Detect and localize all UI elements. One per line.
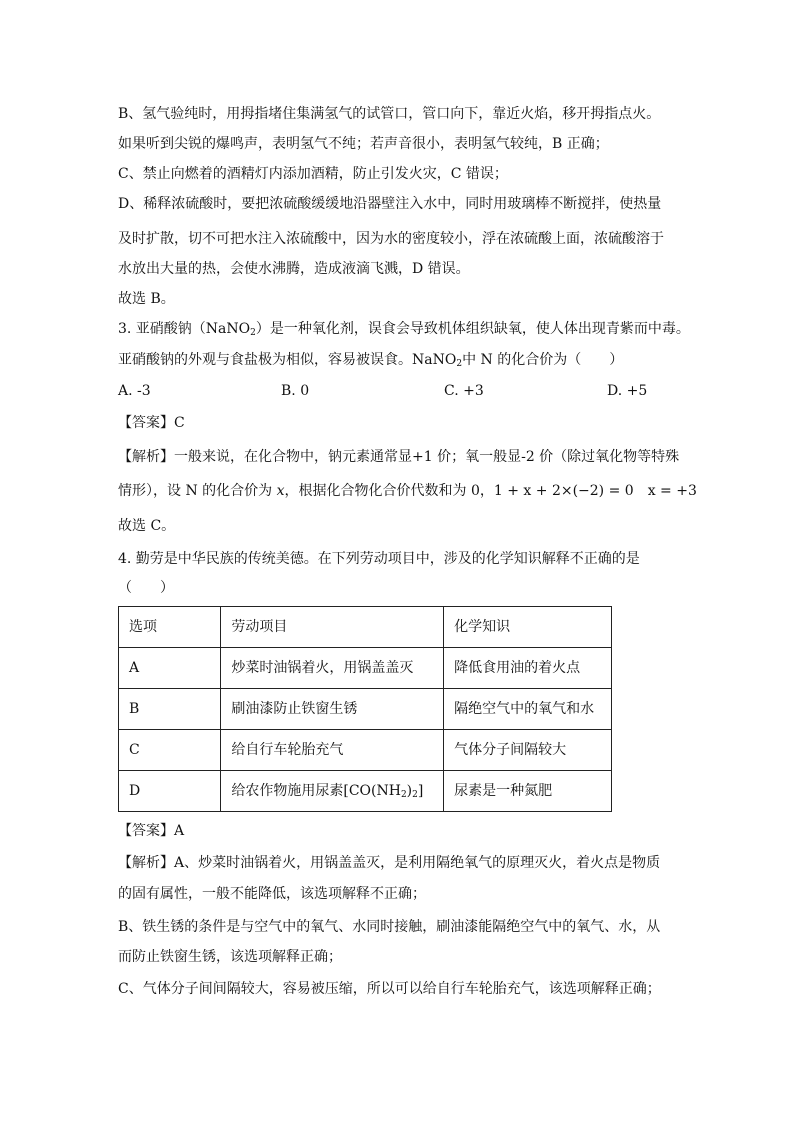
table-cell: A [119,648,221,689]
question-4-stem-line1: 4. 勤劳是中华民族的传统美德。在下列劳动项目中，涉及的化学知识解释不正确的是 [118,551,640,567]
table-cell: 气体分子间隔较大 [444,730,612,771]
question-3-analysis-line2: 情形），设 N 的化合价为 x，根据化合物化合价代数和为 0，1 + x + 2×(−2) = 0 x = +3 [118,483,697,499]
table-cell: 给自行车轮胎充气 [221,730,444,771]
question-3-answer: 【答案】C [118,415,185,431]
prev-conclusion: 故选 B。 [118,291,175,307]
table-cell: C [119,730,221,771]
question-4-analysis-c-line: C、气体分子间间隔较大，容易被压缩，所以可以给自行车轮胎充气，该选项解释正确； [118,981,661,997]
question-3-option-c: C. +3 [444,383,484,399]
question-3-analysis-line1: 【解析】一般来说，在化合物中，钠元素通常显+1 价；氧一般显-2 价（除过氧化物等特殊 [118,449,680,465]
table-cell: 降低食用油的着火点 [444,648,612,689]
question-4-analysis-b-line1: B、铁生锈的条件是与空气中的氧气、水同时接触，刷油漆能隔绝空气中的氧气、水，从 [118,919,661,935]
table-header-cell: 化学知识 [444,607,612,648]
question-3-option-d: D. +5 [607,383,648,399]
table-header-cell: 选项 [119,607,221,648]
solution: x = +3 [647,483,697,499]
equation: 1 + x + 2×(−2) = 0 [493,483,634,499]
table-header-row [119,607,612,648]
prev-analysis-b-line2: 如果听到尖锐的爆鸣声，表明氢气不纯；若声音很小，表明氢气较纯，B 正确； [118,136,609,152]
table-cell: 刷油漆防止铁窗生锈 [221,689,444,730]
table-row [119,771,612,812]
table-cell: D [119,771,221,812]
table-cell: 隔绝空气中的氧气和水 [444,689,612,730]
question-4-analysis-a-line1: 【解析】A、炒菜时油锅着火，用锅盖盖灭，是利用隔绝氧气的原理灭火，着火点是物质 [118,855,661,871]
question-4-analysis-b-line2: 而防止铁窗生锈，该选项解释正确； [118,949,342,965]
table-cell: B [119,689,221,730]
question-4-stem-line2: （ ） [118,580,174,596]
question-3-stem-line2: 亚硝酸钠的外观与食盐极为相似，容易被误食。NaNO$_2$中 N 的化合价为（ ） [118,352,624,369]
question-4-analysis-a-line2: 的固有属性，一般不能降低，该选项解释不正确； [118,886,426,902]
prev-analysis-b-line1: B、氢气验纯时，用拇指堵住集满氢气的试管口，管口向下，靠近火焰，移开拇指点火。 [118,106,661,122]
table-header-cell: 劳动项目 [221,607,444,648]
question-4-answer: 【答案】A [118,823,185,839]
table-row [119,689,612,730]
question-3-option-a: A. -3 [118,383,151,399]
table-row [119,730,612,771]
question-4-table [118,606,612,812]
question-3-option-b: B. 0 [281,383,310,399]
prev-analysis-d-line1: D、稀释浓硫酸时，要把浓硫酸缓缓地沿器壁注入水中，同时用玻璃棒不断搅拌，使热量 [118,196,662,212]
prev-analysis-c-line: C、禁止向燃着的酒精灯内添加酒精，防止引发火灾，C 错误； [118,166,508,182]
table-cell: 炒菜时油锅着火，用锅盖盖灭 [221,648,444,689]
table-cell: 尿素是一种氮肥 [444,771,612,812]
prev-analysis-d-line2: 及时扩散，切不可把水注入浓硫酸中，因为水的密度较小，浮在浓硫酸上面，浓硫酸溶于 [118,231,664,247]
question-3-conclusion: 故选 C。 [118,518,176,534]
table-row [119,648,612,689]
question-3-stem-line1: 3. 亚硝酸钠（NaNO$_2$）是一种氧化剂，误食会导致机体组织缺氧，使人体出现青紫而中毒。 [118,321,690,338]
table-cell: 给农作物施用尿素$[CO(NH_2)_2]$ [221,771,444,812]
prev-analysis-d-line3: 水放出大量的热，会使水沸腾，造成液滴飞溅，D 错误。 [118,261,470,277]
